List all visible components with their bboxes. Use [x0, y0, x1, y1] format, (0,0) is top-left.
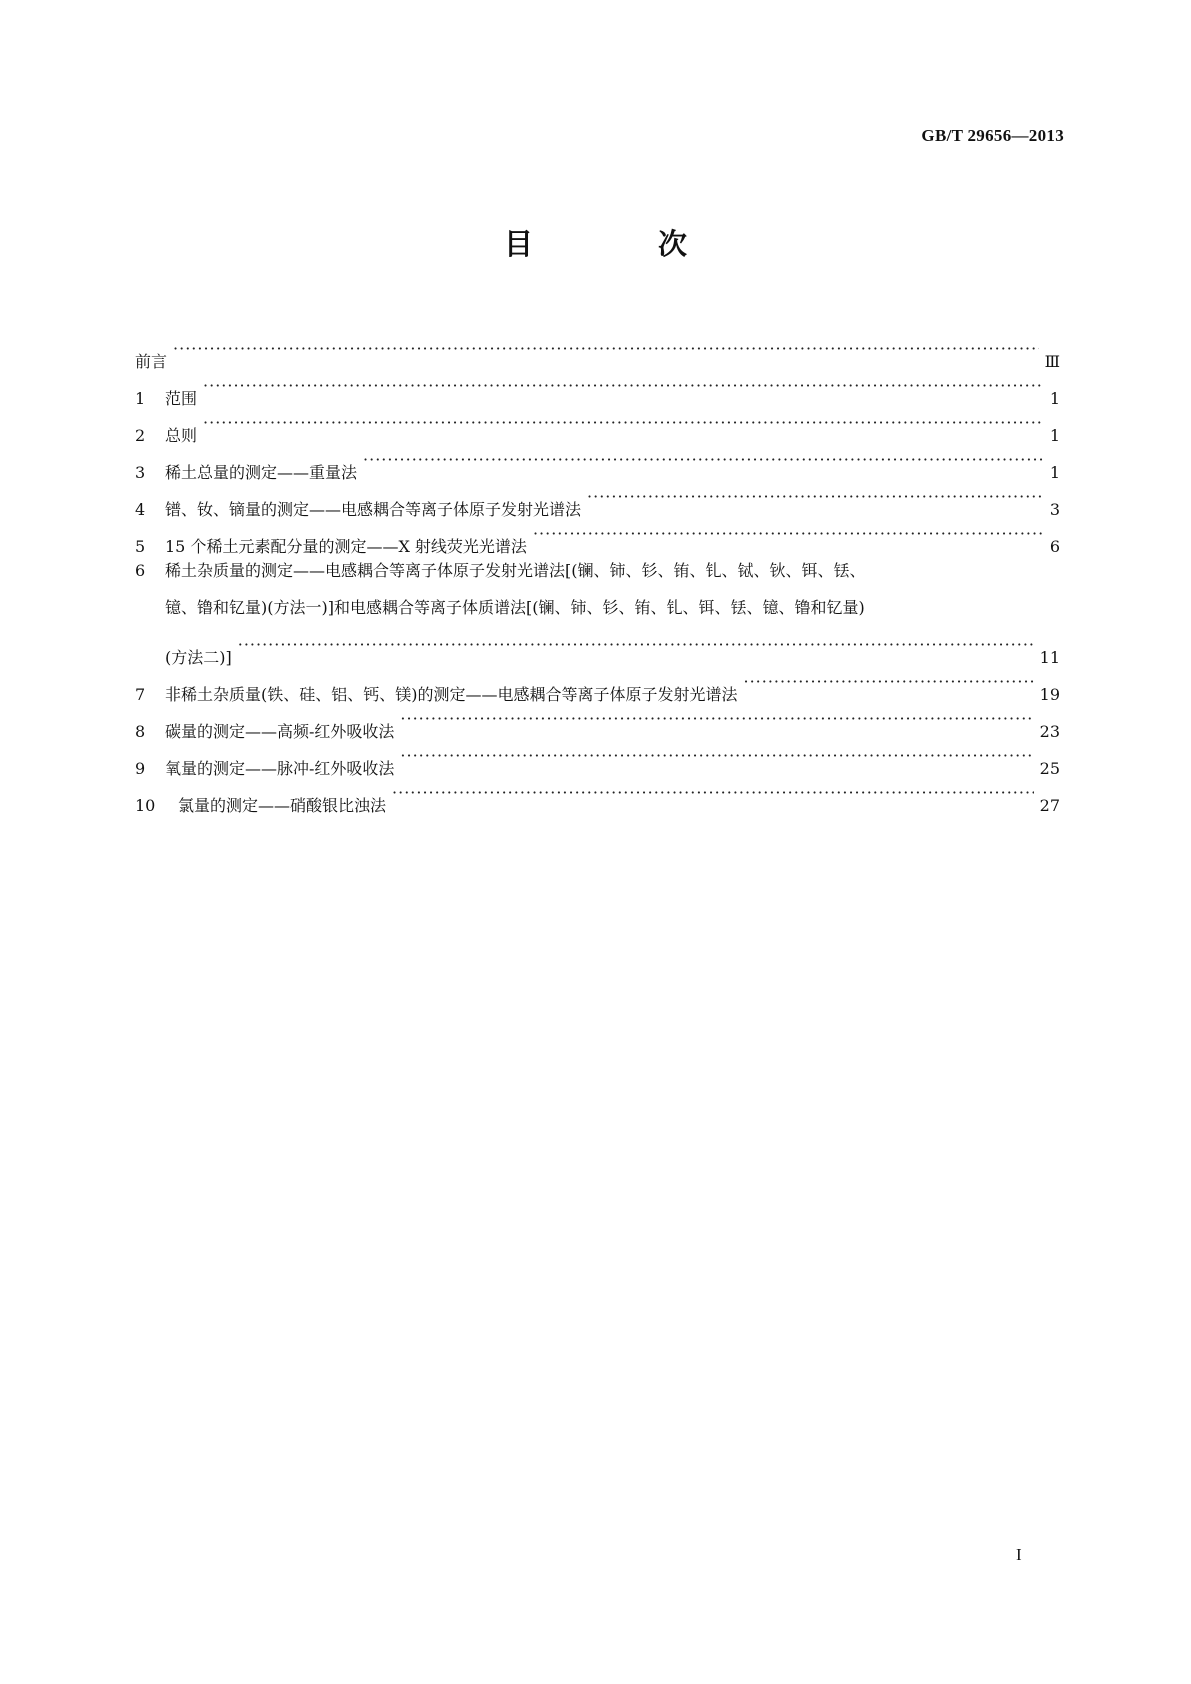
toc-entry-number: 9: [135, 759, 146, 778]
toc-entry-title: 镨、钕、镝量的测定——电感耦合等离子体原子发射光谱法: [165, 500, 582, 519]
toc-entry-number: 1: [135, 389, 146, 408]
toc-entry-title-line-1: 稀土杂质量的测定——电感耦合等离子体原子发射光谱法[(镧、铈、钐、铕、钆、铽、钬、铒、铥、: [165, 561, 866, 580]
toc-entry-page: 19: [1039, 685, 1060, 704]
toc-title: 目 次: [503, 227, 735, 261]
toc-entry-number: 5: [135, 537, 146, 556]
toc-dot-leader: [400, 737, 1033, 774]
toc-dot-leader: [173, 330, 1039, 367]
toc-dot-leader: [533, 515, 1044, 552]
toc-entry-6[interactable]: [135, 552, 1060, 667]
toc-dot-leader: [392, 774, 1034, 811]
toc-entry-number: 8: [135, 722, 146, 741]
toc-entry-title: 15 个稀土元素配分量的测定——X 射线荧光光谱法: [165, 537, 527, 556]
toc-dot-leader: [203, 367, 1044, 404]
toc-dot-leader: [363, 441, 1044, 478]
toc-entry-title: 氯量的测定——硝酸银比浊法: [178, 796, 387, 815]
toc-entry-page: 1: [1049, 463, 1060, 482]
toc-entry-title-line-2: 镱、镥和钇量)(方法一)]和电感耦合等离子体质谱法[(镧、铈、钐、铕、钆、铒、铥、镱、镥和钇量): [165, 598, 865, 617]
toc-entry-number: 4: [135, 500, 146, 519]
toc-entry-title: 前言: [135, 352, 168, 371]
toc-entry-title: 碳量的测定——高频-红外吸收法: [165, 722, 395, 741]
toc-dot-leader: [744, 663, 1034, 700]
toc-entry-3[interactable]: [135, 441, 1060, 482]
toc-dot-leader: [203, 404, 1044, 441]
toc-dot-leader: [587, 478, 1044, 515]
toc-entry-preface[interactable]: [135, 330, 1060, 371]
toc-entry-page: 27: [1039, 796, 1060, 815]
toc-entry-8[interactable]: [135, 700, 1060, 741]
toc-entry-title: 总则: [165, 426, 198, 445]
toc-entry-page: 1: [1049, 389, 1060, 408]
toc-entry-page: 11: [1039, 648, 1060, 667]
toc-entry-1[interactable]: [135, 367, 1060, 408]
toc-entry-title: 氧量的测定——脉冲-红外吸收法: [165, 759, 395, 778]
toc-entry-page: 25: [1039, 759, 1060, 778]
toc-dot-leader: [238, 626, 1034, 663]
toc-dot-leader: [400, 700, 1033, 737]
toc-entry-number: 6: [135, 561, 146, 580]
standard-code: GB/T 29656—2013: [921, 126, 1064, 145]
toc-entry-page: 3: [1049, 500, 1060, 519]
toc-entry-number: 7: [135, 685, 146, 704]
toc-entry-title-line-3: (方法二)]: [165, 648, 232, 667]
toc-entry-page: Ⅲ: [1044, 352, 1060, 371]
toc-entry-page: 6: [1049, 537, 1060, 556]
toc-entry-5[interactable]: [135, 515, 1060, 556]
toc-entry-9[interactable]: [135, 737, 1060, 778]
toc-entry-10[interactable]: [135, 774, 1060, 815]
toc-entry-page: 23: [1039, 722, 1060, 741]
toc-entry-title: 范围: [165, 389, 198, 408]
page-number: I: [1016, 1545, 1022, 1564]
toc-entry-2[interactable]: [135, 404, 1060, 445]
table-of-contents: [135, 330, 1060, 815]
toc-entry-title: 非稀土杂质量(铁、硅、铝、钙、镁)的测定——电感耦合等离子体原子发射光谱法: [165, 685, 738, 704]
toc-entry-page: 1: [1049, 426, 1060, 445]
toc-entry-number: 2: [135, 426, 146, 445]
toc-entry-4[interactable]: [135, 478, 1060, 519]
toc-entry-title: 稀土总量的测定——重量法: [165, 463, 358, 482]
toc-entry-7[interactable]: [135, 663, 1060, 704]
toc-entry-number: 10: [135, 796, 156, 815]
toc-entry-number: 3: [135, 463, 146, 482]
